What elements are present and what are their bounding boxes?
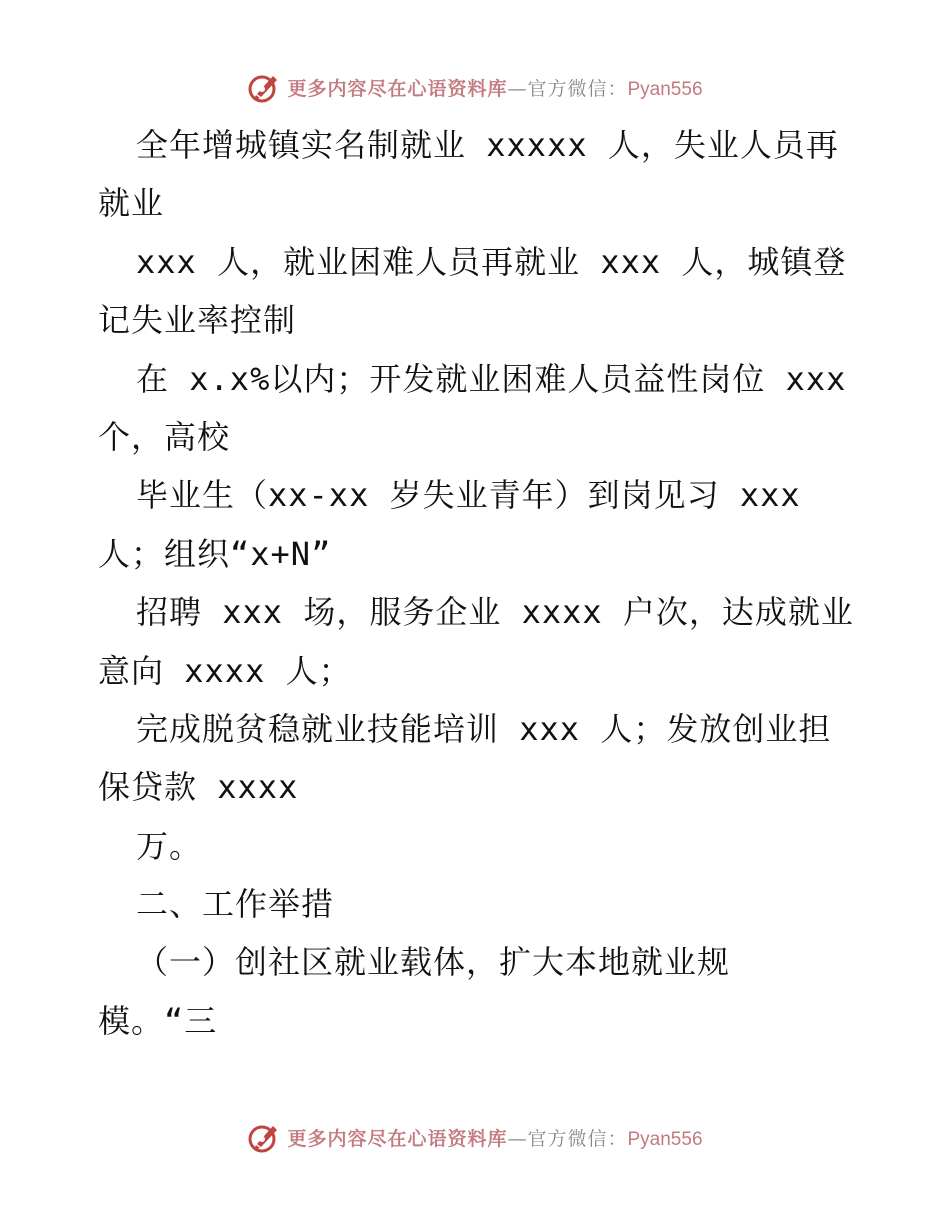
text-line: 就业	[98, 184, 165, 223]
header-text	[287, 74, 702, 101]
pen-nib-logo-icon	[247, 1120, 281, 1154]
footer-contact-id: Pyan556	[627, 1128, 703, 1150]
footer-banner	[0, 1120, 950, 1154]
text-line: 全年增城镇实名制就业 xxxxx 人，失业人员再	[136, 126, 839, 164]
footer-contact-label: —官方微信：	[507, 1127, 628, 1150]
text-line: 在 x.x%以内；开发就业困难人员益性岗位 xxx	[136, 359, 847, 398]
footer-brand: 更多内容尽在心语资料库	[287, 1127, 508, 1150]
header-contact-label: —官方微信：	[507, 77, 628, 100]
header-brand: 更多内容尽在心语资料库	[287, 77, 508, 100]
document-body	[98, 116, 854, 1050]
header-banner	[0, 70, 950, 104]
text-line: 模。“三	[98, 1001, 218, 1040]
text-line: 个，高校	[98, 417, 231, 456]
text-line: 意向 xxxx 人；	[98, 651, 352, 690]
section-heading: 二、工作举措	[136, 885, 335, 924]
text-line: 招聘 xxx 场，服务企业 xxxx 户次，达成就业	[136, 593, 854, 632]
text-line: xxx 人，就业困难人员再就业 xxx 人，城镇登	[136, 242, 847, 281]
text-line: 毕业生（xx-xx 岁失业青年）到岗见习 xxx	[136, 476, 801, 515]
text-line: 保贷款 xxxx	[98, 768, 299, 807]
header-contact-id: Pyan556	[627, 78, 703, 100]
subsection-heading: （一）创社区就业载体，扩大本地就业规	[136, 943, 731, 982]
text-line: 完成脱贫稳就业技能培训 xxx 人；发放创业担	[136, 709, 832, 748]
pen-nib-logo-icon	[247, 70, 281, 104]
footer-text	[287, 1124, 702, 1151]
text-line: 记失业率控制	[98, 301, 297, 340]
text-line: 人；组织“x+N”	[98, 534, 332, 573]
text-line: 万。	[136, 826, 203, 865]
